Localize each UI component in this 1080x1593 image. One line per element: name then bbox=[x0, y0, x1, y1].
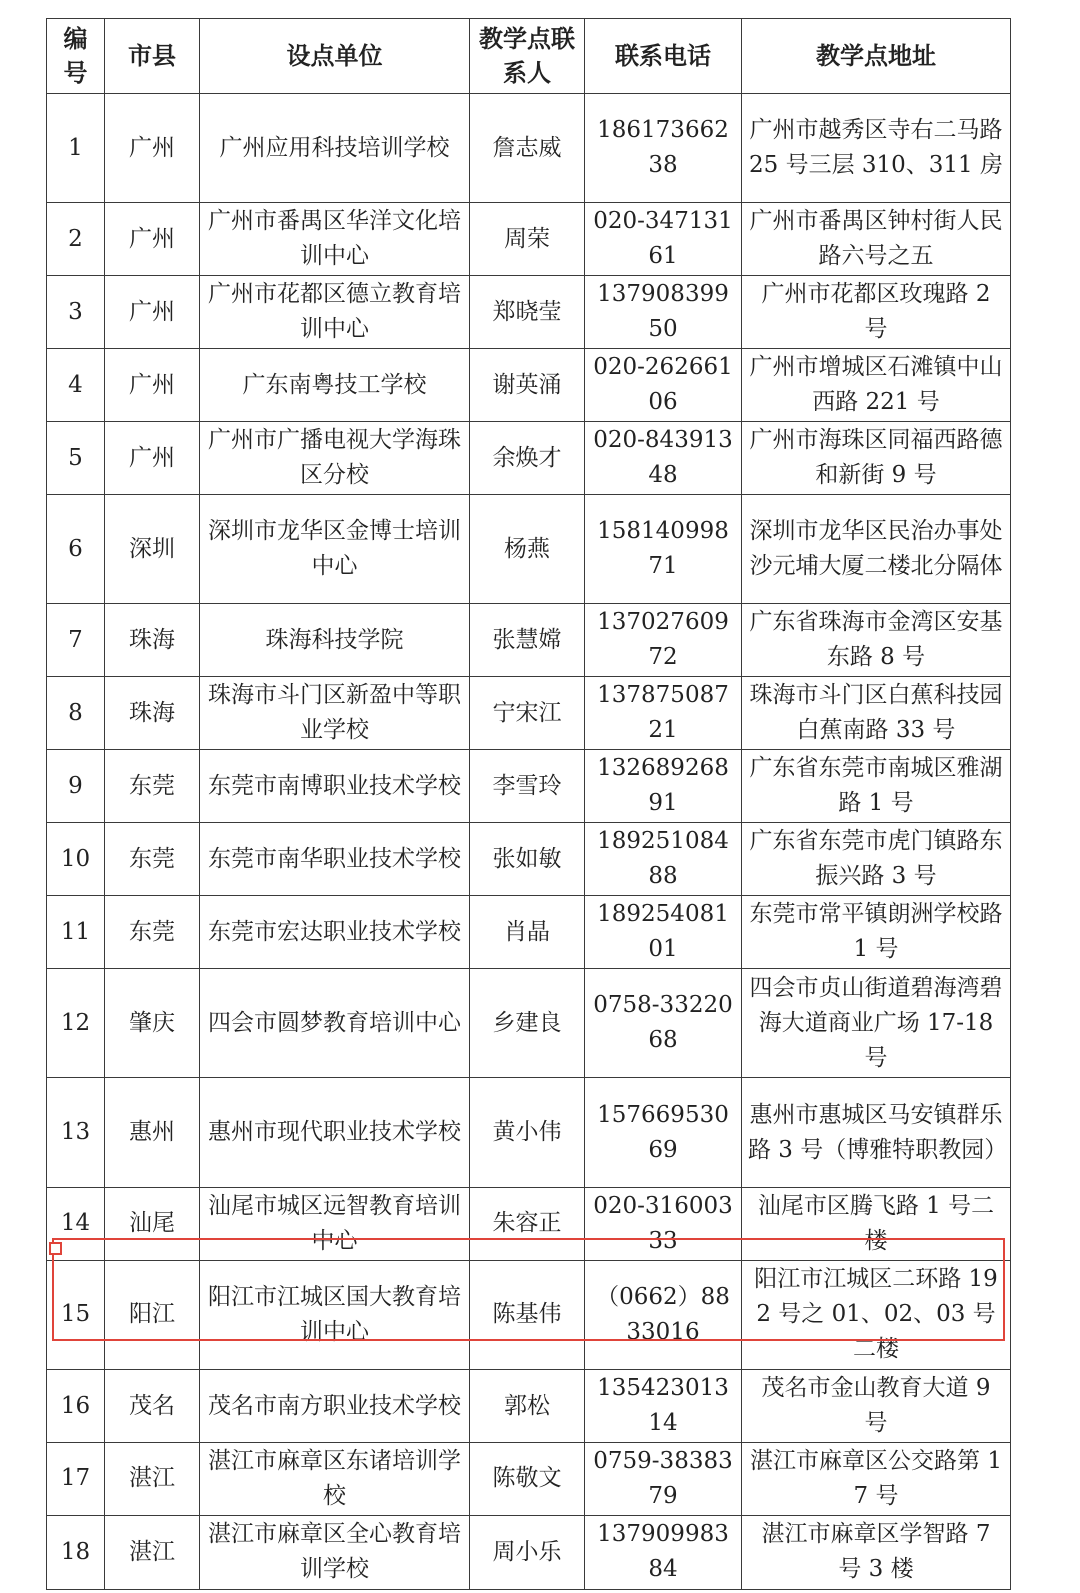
cell-phone: 15814099871 bbox=[585, 495, 742, 604]
cell-city: 湛江 bbox=[105, 1515, 200, 1589]
table-header-row bbox=[47, 19, 1011, 94]
header-phone: 联系电话 bbox=[585, 19, 742, 94]
cell-unit: 广州市番禺区华洋文化培训中心 bbox=[200, 203, 470, 276]
cell-address: 珠海市斗门区白蕉科技园白蕉南路 33 号 bbox=[742, 677, 1011, 750]
cell-contact: 谢英涌 bbox=[470, 349, 585, 422]
cell-phone: 020-31600333 bbox=[585, 1187, 742, 1260]
cell-contact: 李雪玲 bbox=[470, 750, 585, 823]
header-contact: 教学点联系人 bbox=[470, 19, 585, 94]
table-body bbox=[47, 94, 1011, 1590]
header-city: 市县 bbox=[105, 19, 200, 94]
cell-city: 广州 bbox=[105, 276, 200, 349]
cell-unit: 深圳市龙华区金博士培训中心 bbox=[200, 495, 470, 604]
cell-num: 1 bbox=[47, 94, 105, 203]
cell-num: 13 bbox=[47, 1078, 105, 1187]
cell-city: 汕尾 bbox=[105, 1187, 200, 1260]
cell-city: 珠海 bbox=[105, 677, 200, 750]
cell-unit: 东莞市南博职业技术学校 bbox=[200, 750, 470, 823]
cell-unit: 东莞市南华职业技术学校 bbox=[200, 823, 470, 896]
cell-unit: 湛江市麻章区东诸培训学校 bbox=[200, 1443, 470, 1516]
cell-city: 广州 bbox=[105, 203, 200, 276]
table-row bbox=[47, 1187, 1011, 1260]
cell-city: 广州 bbox=[105, 422, 200, 495]
table-row bbox=[47, 1443, 1011, 1516]
table-row bbox=[47, 1370, 1011, 1443]
cell-num: 16 bbox=[47, 1370, 105, 1443]
cell-unit: 广东南粤技工学校 bbox=[200, 349, 470, 422]
cell-address: 东莞市常平镇朗洲学校路 1 号 bbox=[742, 896, 1011, 969]
cell-phone: 13790839950 bbox=[585, 276, 742, 349]
cell-phone: 020-84391348 bbox=[585, 422, 742, 495]
cell-phone: （0662）8833016 bbox=[585, 1260, 742, 1369]
cell-contact: 郑晓莹 bbox=[470, 276, 585, 349]
cell-address: 湛江市麻章区学智路 7 号 3 楼 bbox=[742, 1515, 1011, 1589]
cell-num: 14 bbox=[47, 1187, 105, 1260]
cell-contact: 朱容正 bbox=[470, 1187, 585, 1260]
cell-address: 茂名市金山教育大道 9 号 bbox=[742, 1370, 1011, 1443]
cell-city: 阳江 bbox=[105, 1260, 200, 1369]
cell-contact: 周小乐 bbox=[470, 1515, 585, 1589]
cell-num: 5 bbox=[47, 422, 105, 495]
cell-contact: 余焕才 bbox=[470, 422, 585, 495]
cell-contact: 陈基伟 bbox=[470, 1260, 585, 1369]
table-row bbox=[47, 823, 1011, 896]
cell-address: 广州市增城区石滩镇中山西路 221 号 bbox=[742, 349, 1011, 422]
cell-unit: 广州市花都区德立教育培训中心 bbox=[200, 276, 470, 349]
cell-unit: 阳江市江城区国大教育培训中心 bbox=[200, 1260, 470, 1369]
cell-city: 东莞 bbox=[105, 823, 200, 896]
cell-num: 6 bbox=[47, 495, 105, 604]
cell-address: 广州市番禺区钟村街人民路六号之五 bbox=[742, 203, 1011, 276]
cell-city: 肇庆 bbox=[105, 969, 200, 1078]
cell-unit: 惠州市现代职业技术学校 bbox=[200, 1078, 470, 1187]
cell-address: 广东省东莞市南城区雅湖路 1 号 bbox=[742, 750, 1011, 823]
cell-phone: 18925108488 bbox=[585, 823, 742, 896]
cell-phone: 020-26266106 bbox=[585, 349, 742, 422]
cell-unit: 湛江市麻章区全心教育培训学校 bbox=[200, 1515, 470, 1589]
table-row bbox=[47, 1078, 1011, 1187]
cell-city: 东莞 bbox=[105, 750, 200, 823]
cell-contact: 乡建良 bbox=[470, 969, 585, 1078]
cell-num: 9 bbox=[47, 750, 105, 823]
cell-phone: 18925408101 bbox=[585, 896, 742, 969]
cell-phone: 18617366238 bbox=[585, 94, 742, 203]
header-unit: 设点单位 bbox=[200, 19, 470, 94]
highlight-corner-handle bbox=[49, 1242, 62, 1255]
cell-address: 广州市海珠区同福西路德和新街 9 号 bbox=[742, 422, 1011, 495]
cell-num: 12 bbox=[47, 969, 105, 1078]
cell-address: 深圳市龙华区民治办事处沙元埔大厦二楼北分隔体 bbox=[742, 495, 1011, 604]
cell-phone: 020-34713161 bbox=[585, 203, 742, 276]
cell-contact: 肖晶 bbox=[470, 896, 585, 969]
training-sites-table bbox=[46, 18, 1011, 1590]
cell-phone: 13790998384 bbox=[585, 1515, 742, 1589]
cell-num: 10 bbox=[47, 823, 105, 896]
cell-address: 湛江市麻章区公交路第 17 号 bbox=[742, 1443, 1011, 1516]
cell-address: 汕尾市区腾飞路 1 号二楼 bbox=[742, 1187, 1011, 1260]
cell-city: 惠州 bbox=[105, 1078, 200, 1187]
table-row bbox=[47, 422, 1011, 495]
cell-contact: 张如敏 bbox=[470, 823, 585, 896]
cell-city: 深圳 bbox=[105, 495, 200, 604]
table-row bbox=[47, 1515, 1011, 1589]
table-row bbox=[47, 203, 1011, 276]
cell-unit: 珠海科技学院 bbox=[200, 604, 470, 677]
cell-phone: 15766953069 bbox=[585, 1078, 742, 1187]
cell-contact: 郭松 bbox=[470, 1370, 585, 1443]
table-row bbox=[47, 969, 1011, 1078]
cell-unit: 茂名市南方职业技术学校 bbox=[200, 1370, 470, 1443]
table-row bbox=[47, 349, 1011, 422]
header-num: 编号 bbox=[47, 19, 105, 94]
cell-unit: 珠海市斗门区新盈中等职业学校 bbox=[200, 677, 470, 750]
cell-city: 茂名 bbox=[105, 1370, 200, 1443]
cell-address: 惠州市惠城区马安镇群乐路 3 号（博雅特职教园） bbox=[742, 1078, 1011, 1187]
table-row bbox=[47, 495, 1011, 604]
cell-unit: 广州应用科技培训学校 bbox=[200, 94, 470, 203]
cell-city: 东莞 bbox=[105, 896, 200, 969]
cell-contact: 黄小伟 bbox=[470, 1078, 585, 1187]
cell-unit: 东莞市宏达职业技术学校 bbox=[200, 896, 470, 969]
cell-phone: 13268926891 bbox=[585, 750, 742, 823]
cell-unit: 四会市圆梦教育培训中心 bbox=[200, 969, 470, 1078]
cell-city: 珠海 bbox=[105, 604, 200, 677]
cell-num: 18 bbox=[47, 1515, 105, 1589]
cell-num: 4 bbox=[47, 349, 105, 422]
table-row bbox=[47, 1260, 1011, 1369]
cell-contact: 张慧嫦 bbox=[470, 604, 585, 677]
table-row bbox=[47, 750, 1011, 823]
cell-contact: 杨燕 bbox=[470, 495, 585, 604]
cell-address: 广州市越秀区寺右二马路 25 号三层 310、311 房 bbox=[742, 94, 1011, 203]
table-row bbox=[47, 94, 1011, 203]
cell-num: 3 bbox=[47, 276, 105, 349]
cell-address: 阳江市江城区二环路 192 号之 01、02、03 号二楼 bbox=[742, 1260, 1011, 1369]
cell-contact: 周荣 bbox=[470, 203, 585, 276]
cell-address: 广东省东莞市虎门镇路东振兴路 3 号 bbox=[742, 823, 1011, 896]
table-row bbox=[47, 677, 1011, 750]
cell-num: 11 bbox=[47, 896, 105, 969]
cell-city: 湛江 bbox=[105, 1443, 200, 1516]
cell-phone: 0758-3322068 bbox=[585, 969, 742, 1078]
cell-contact: 詹志威 bbox=[470, 94, 585, 203]
cell-address: 四会市贞山街道碧海湾碧海大道商业广场 17-18 号 bbox=[742, 969, 1011, 1078]
cell-city: 广州 bbox=[105, 349, 200, 422]
cell-contact: 宁宋江 bbox=[470, 677, 585, 750]
cell-num: 15 bbox=[47, 1260, 105, 1369]
cell-address: 广东省珠海市金湾区安基东路 8 号 bbox=[742, 604, 1011, 677]
cell-num: 8 bbox=[47, 677, 105, 750]
cell-num: 7 bbox=[47, 604, 105, 677]
cell-unit: 汕尾市城区远智教育培训中心 bbox=[200, 1187, 470, 1260]
cell-phone: 13542301314 bbox=[585, 1370, 742, 1443]
header-address: 教学点地址 bbox=[742, 19, 1011, 94]
training-sites-table-container bbox=[46, 18, 1010, 1590]
cell-unit: 广州市广播电视大学海珠区分校 bbox=[200, 422, 470, 495]
cell-phone: 13702760972 bbox=[585, 604, 742, 677]
table-row bbox=[47, 896, 1011, 969]
cell-num: 2 bbox=[47, 203, 105, 276]
cell-city: 广州 bbox=[105, 94, 200, 203]
cell-address: 广州市花都区玫瑰路 2 号 bbox=[742, 276, 1011, 349]
cell-num: 17 bbox=[47, 1443, 105, 1516]
table-row bbox=[47, 276, 1011, 349]
table-row bbox=[47, 604, 1011, 677]
cell-phone: 0759-3838379 bbox=[585, 1443, 742, 1516]
cell-contact: 陈敬文 bbox=[470, 1443, 585, 1516]
cell-phone: 13787508721 bbox=[585, 677, 742, 750]
